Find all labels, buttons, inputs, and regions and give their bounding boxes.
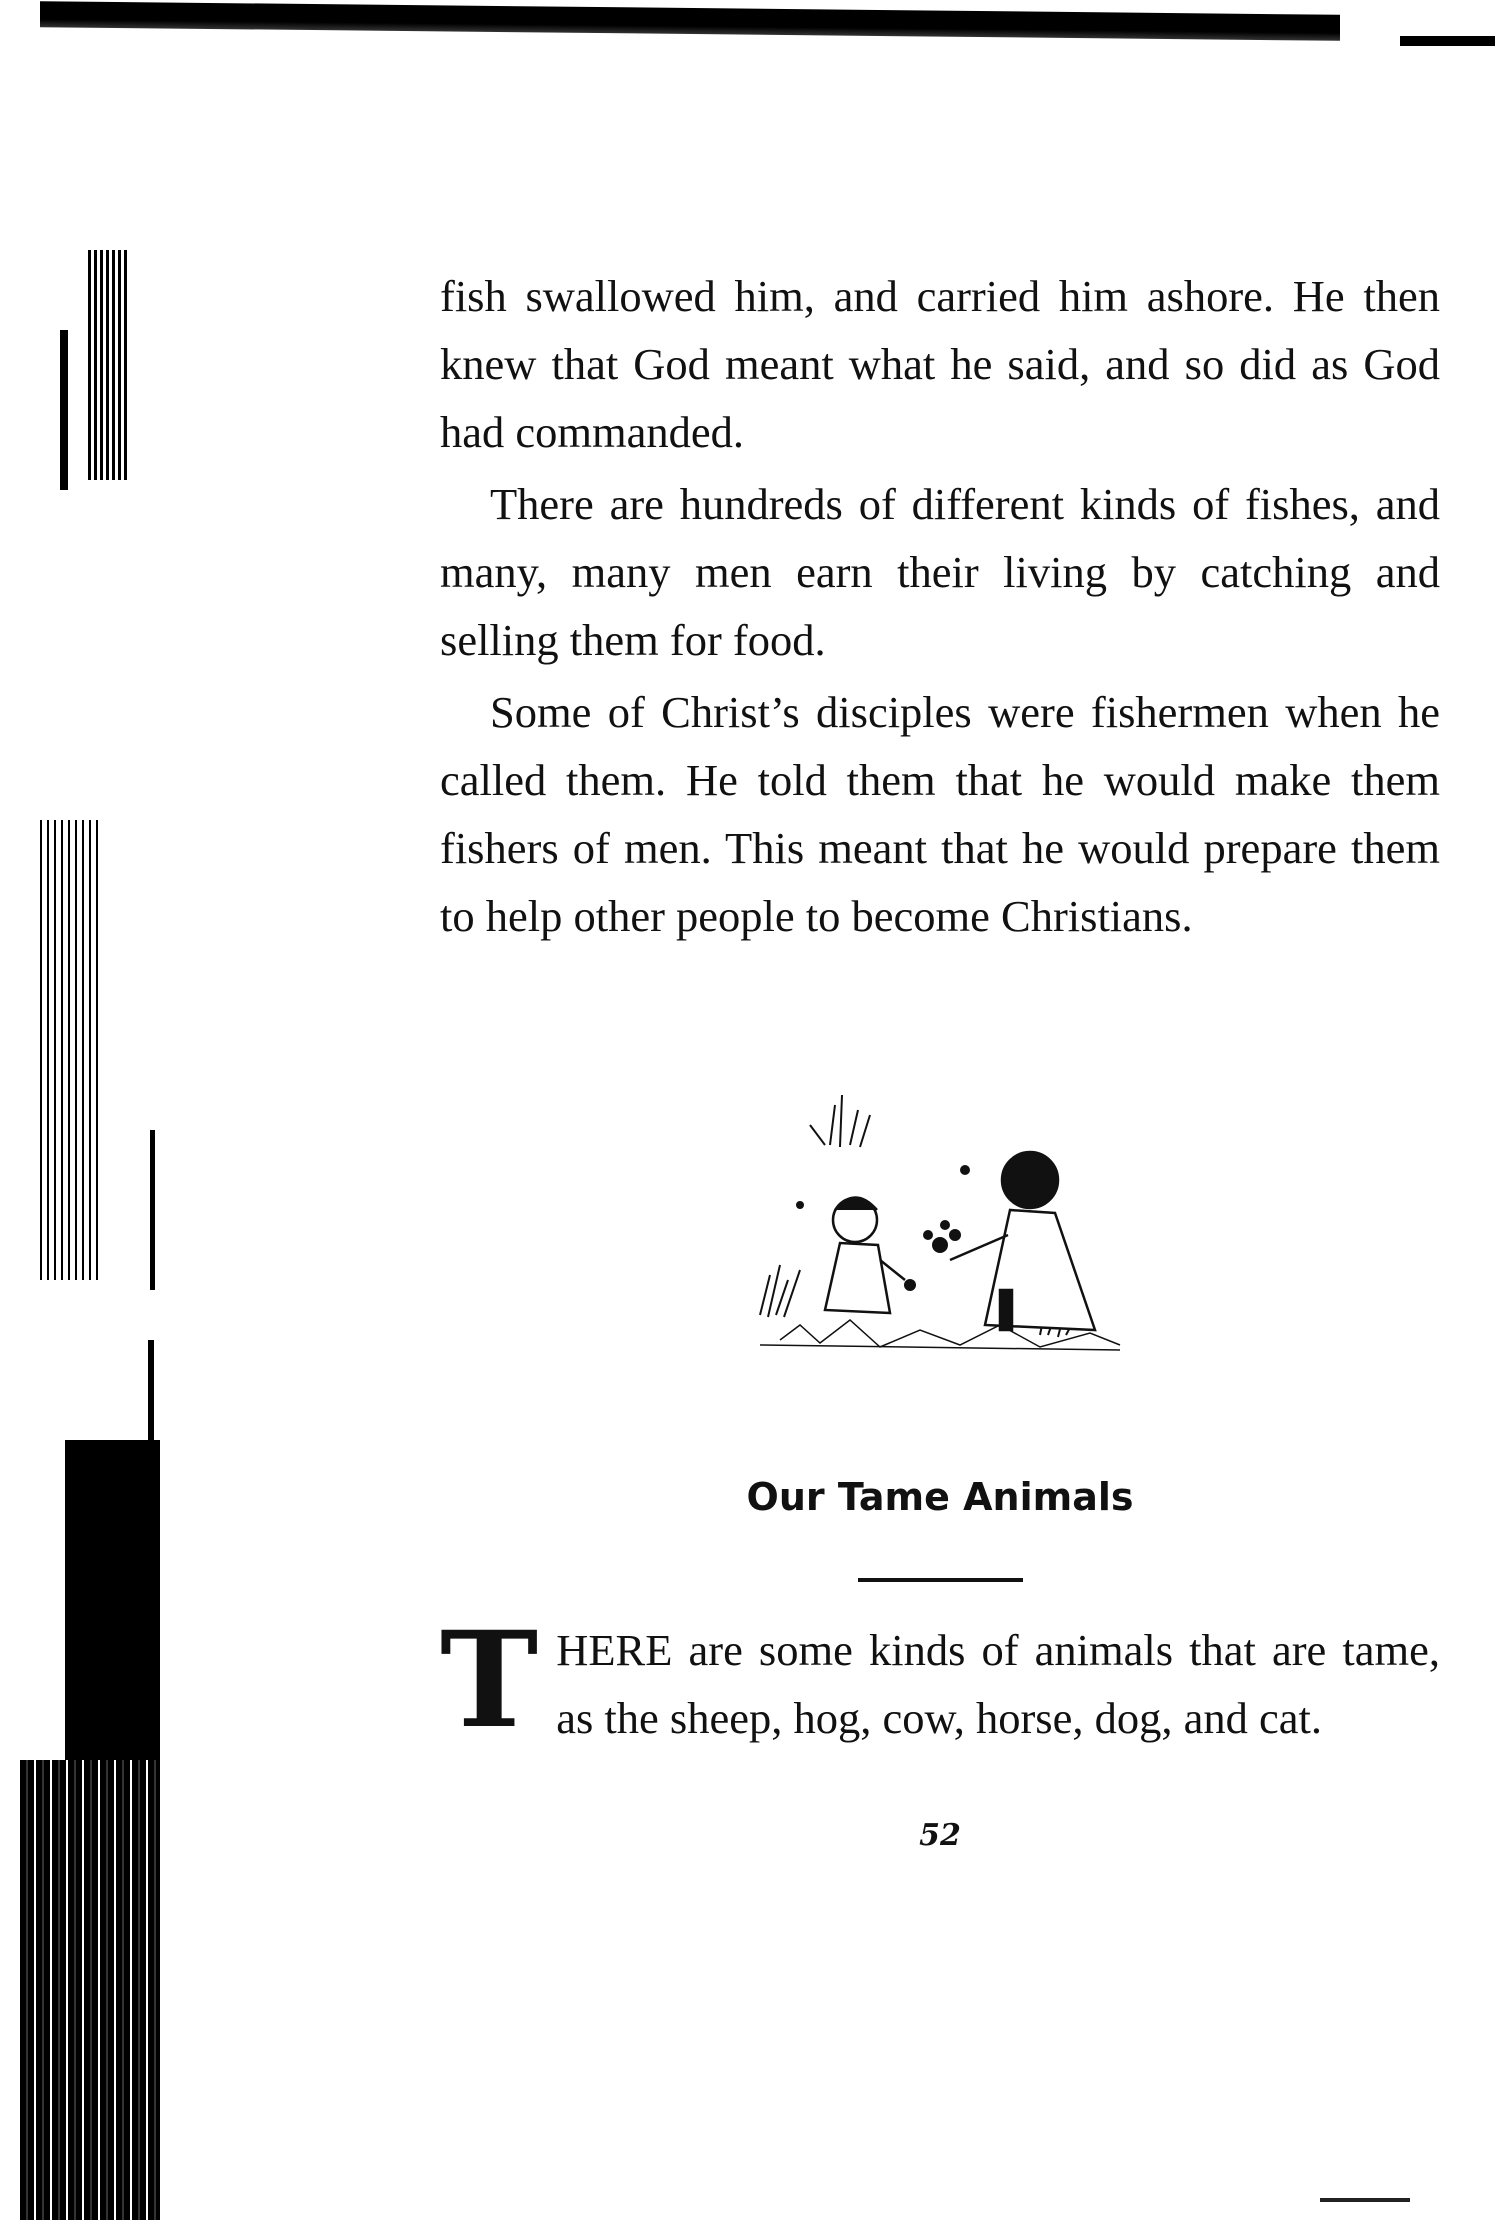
section-heading: Our Tame Animals: [746, 1475, 1134, 1519]
scan-edge-top: [40, 1, 1340, 41]
heading-rule: [858, 1578, 1023, 1582]
paragraph-2: There are hundreds of different kinds of fishes, and many, many men earn their living by catching and selling them for food.: [440, 479, 1440, 665]
children-picking-flowers-illustration: [740, 1085, 1140, 1385]
page-number: 52: [919, 1818, 961, 1853]
body-text: [440, 262, 1440, 954]
section-text: HERE are some kinds of animals that are tame, as the sheep, hog, cow, horse, dog, and cat.: [556, 1625, 1440, 1743]
scan-edge-top-right: [1400, 36, 1495, 46]
paragraph-3: Some of Christ’s disciples were fishermen when he called them. He told them that he would make them fishers of men. This meant that he would prepare them to help other people to become Christians.: [440, 687, 1440, 941]
section-paragraph: [440, 1603, 1440, 1758]
binding-shadow: [0, 0, 170, 2228]
paragraph-1: fish swallowed him, and carried him ashore. He then knew that God meant what he said, and so did as God had commanded.: [440, 271, 1440, 457]
scan-edge-bottom: [1320, 2198, 1410, 2202]
drop-cap-letter: T: [440, 1603, 539, 1758]
